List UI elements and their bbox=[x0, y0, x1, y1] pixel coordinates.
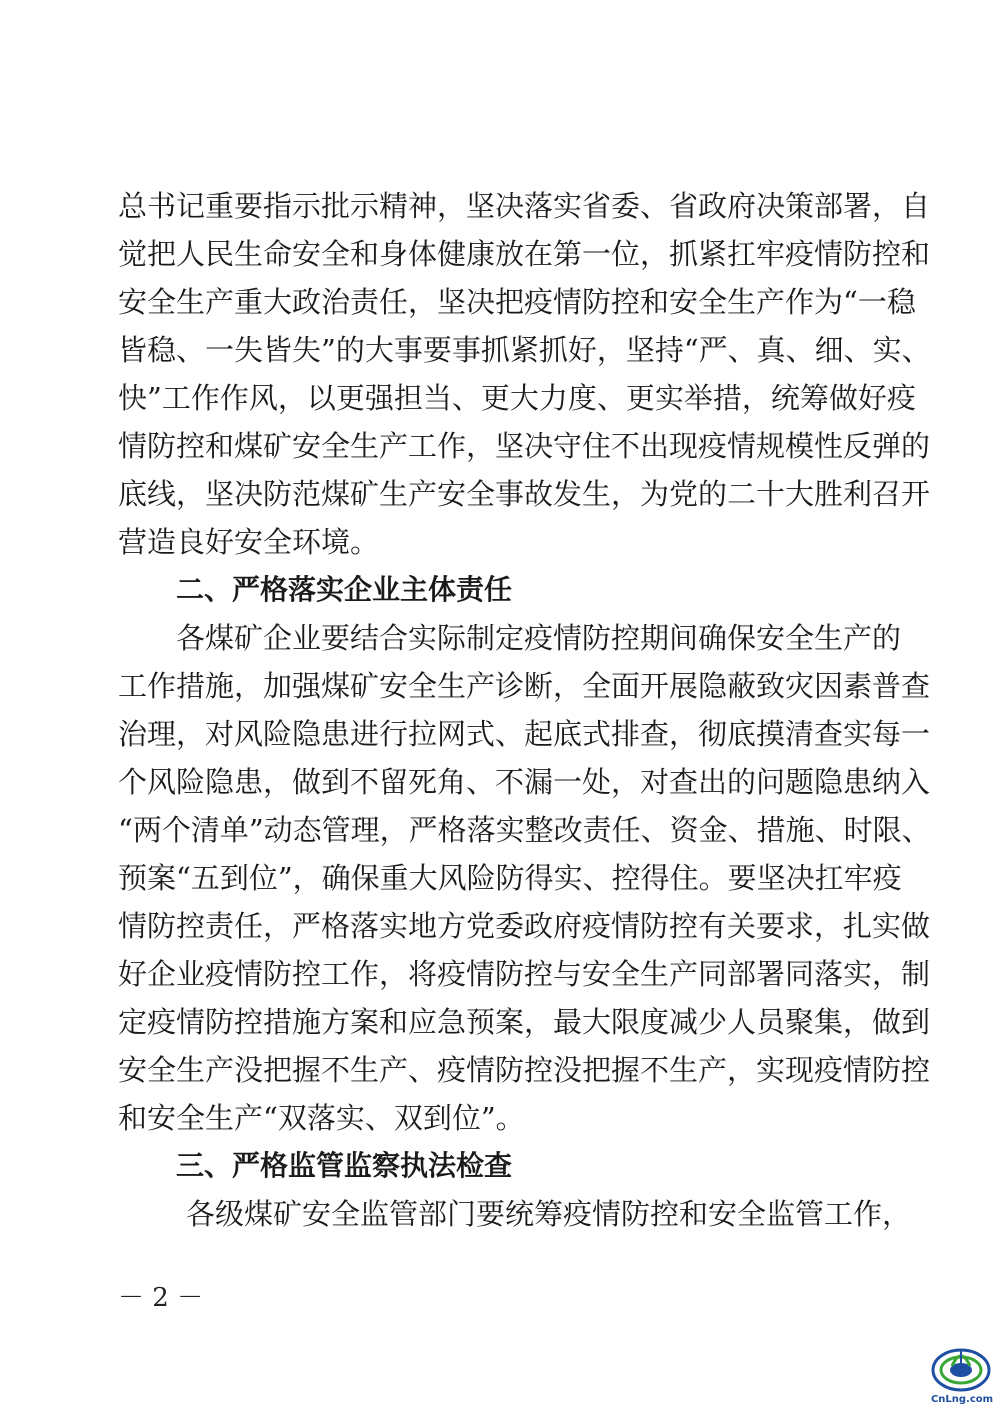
paragraph-2-line-10: 安全生产没把握不生产、疫情防控没把握不生产，实现疫情防控 bbox=[118, 1053, 931, 1087]
paragraph-2-line-4: 个风险隐患，做到不留死角、不漏一处，对查出的问题隐患纳入 bbox=[118, 765, 931, 799]
paragraph-2-line-2: 工作措施，加强煤矿安全生产诊断，全面开展隐蔽致灾因素普查 bbox=[118, 669, 931, 703]
paragraph-2-line-8: 好企业疫情防控工作，将疫情防控与安全生产同部署同落实，制 bbox=[118, 957, 931, 991]
paragraph-3-line-1: 各级煤矿安全监管部门要统筹疫情防控和安全监管工作， bbox=[186, 1197, 912, 1231]
paragraph-1-line-5: 快”工作作风，以更强担当、更大力度、更实举措，统筹做好疫 bbox=[118, 381, 916, 415]
section-heading-2: 二、严格落实企业主体责任 bbox=[176, 573, 513, 606]
paragraph-1-line-1: 总书记重要指示批示精神，坚决落实省委、省政府决策部署，自 bbox=[118, 189, 931, 223]
paragraph-1-line-2: 觉把人民生命安全和身体健康放在第一位，抓紧扛牢疫情防控和 bbox=[118, 237, 931, 271]
paragraph-2-line-7: 情防控责任，严格落实地方党委政府疫情防控有关要求，扎实做 bbox=[118, 909, 931, 943]
section-heading-3: 三、严格监管监察执法检查 bbox=[176, 1149, 513, 1182]
paragraph-2-line-6: 预案“五到位”，确保重大风险防得实、控得住。要坚决扛牢疫 bbox=[118, 861, 902, 895]
page-number: － 2 － bbox=[118, 1283, 204, 1313]
paragraph-2-line-5: “两个清单”动态管理，严格落实整改责任、资金、措施、时限、 bbox=[118, 813, 931, 847]
paragraph-1-line-8: 营造良好安全环境。 bbox=[118, 525, 380, 559]
paragraph-1-line-7: 底线，坚决防范煤矿生产安全事故发生，为党的二十大胜利召开 bbox=[118, 477, 931, 511]
paragraph-1-line-4: 皆稳、一失皆失”的大事要事抓紧抓好，坚持“严、真、细、实、 bbox=[118, 333, 931, 367]
paragraph-2-line-3: 治理，对风险隐患进行拉网式、起底式排查，彻底摸清查实每一 bbox=[118, 717, 931, 751]
paragraph-2-line-11: 和安全生产“双落实、双到位”。 bbox=[118, 1101, 525, 1135]
paragraph-1-line-6: 情防控和煤矿安全生产工作，坚决守住不出现疫情规模性反弹的 bbox=[118, 429, 931, 463]
paragraph-1-line-3: 安全生产重大政治责任，坚决把疫情防控和安全生产作为“一稳 bbox=[118, 285, 916, 319]
watermark-text: CnLng.com bbox=[930, 1394, 994, 1405]
paragraph-2-line-9: 定疫情防控措施方案和应急预案，最大限度减少人员聚集，做到 bbox=[118, 1005, 931, 1039]
paragraph-2-line-1: 各煤矿企业要结合实际制定疫情防控期间确保安全生产的 bbox=[176, 621, 902, 655]
